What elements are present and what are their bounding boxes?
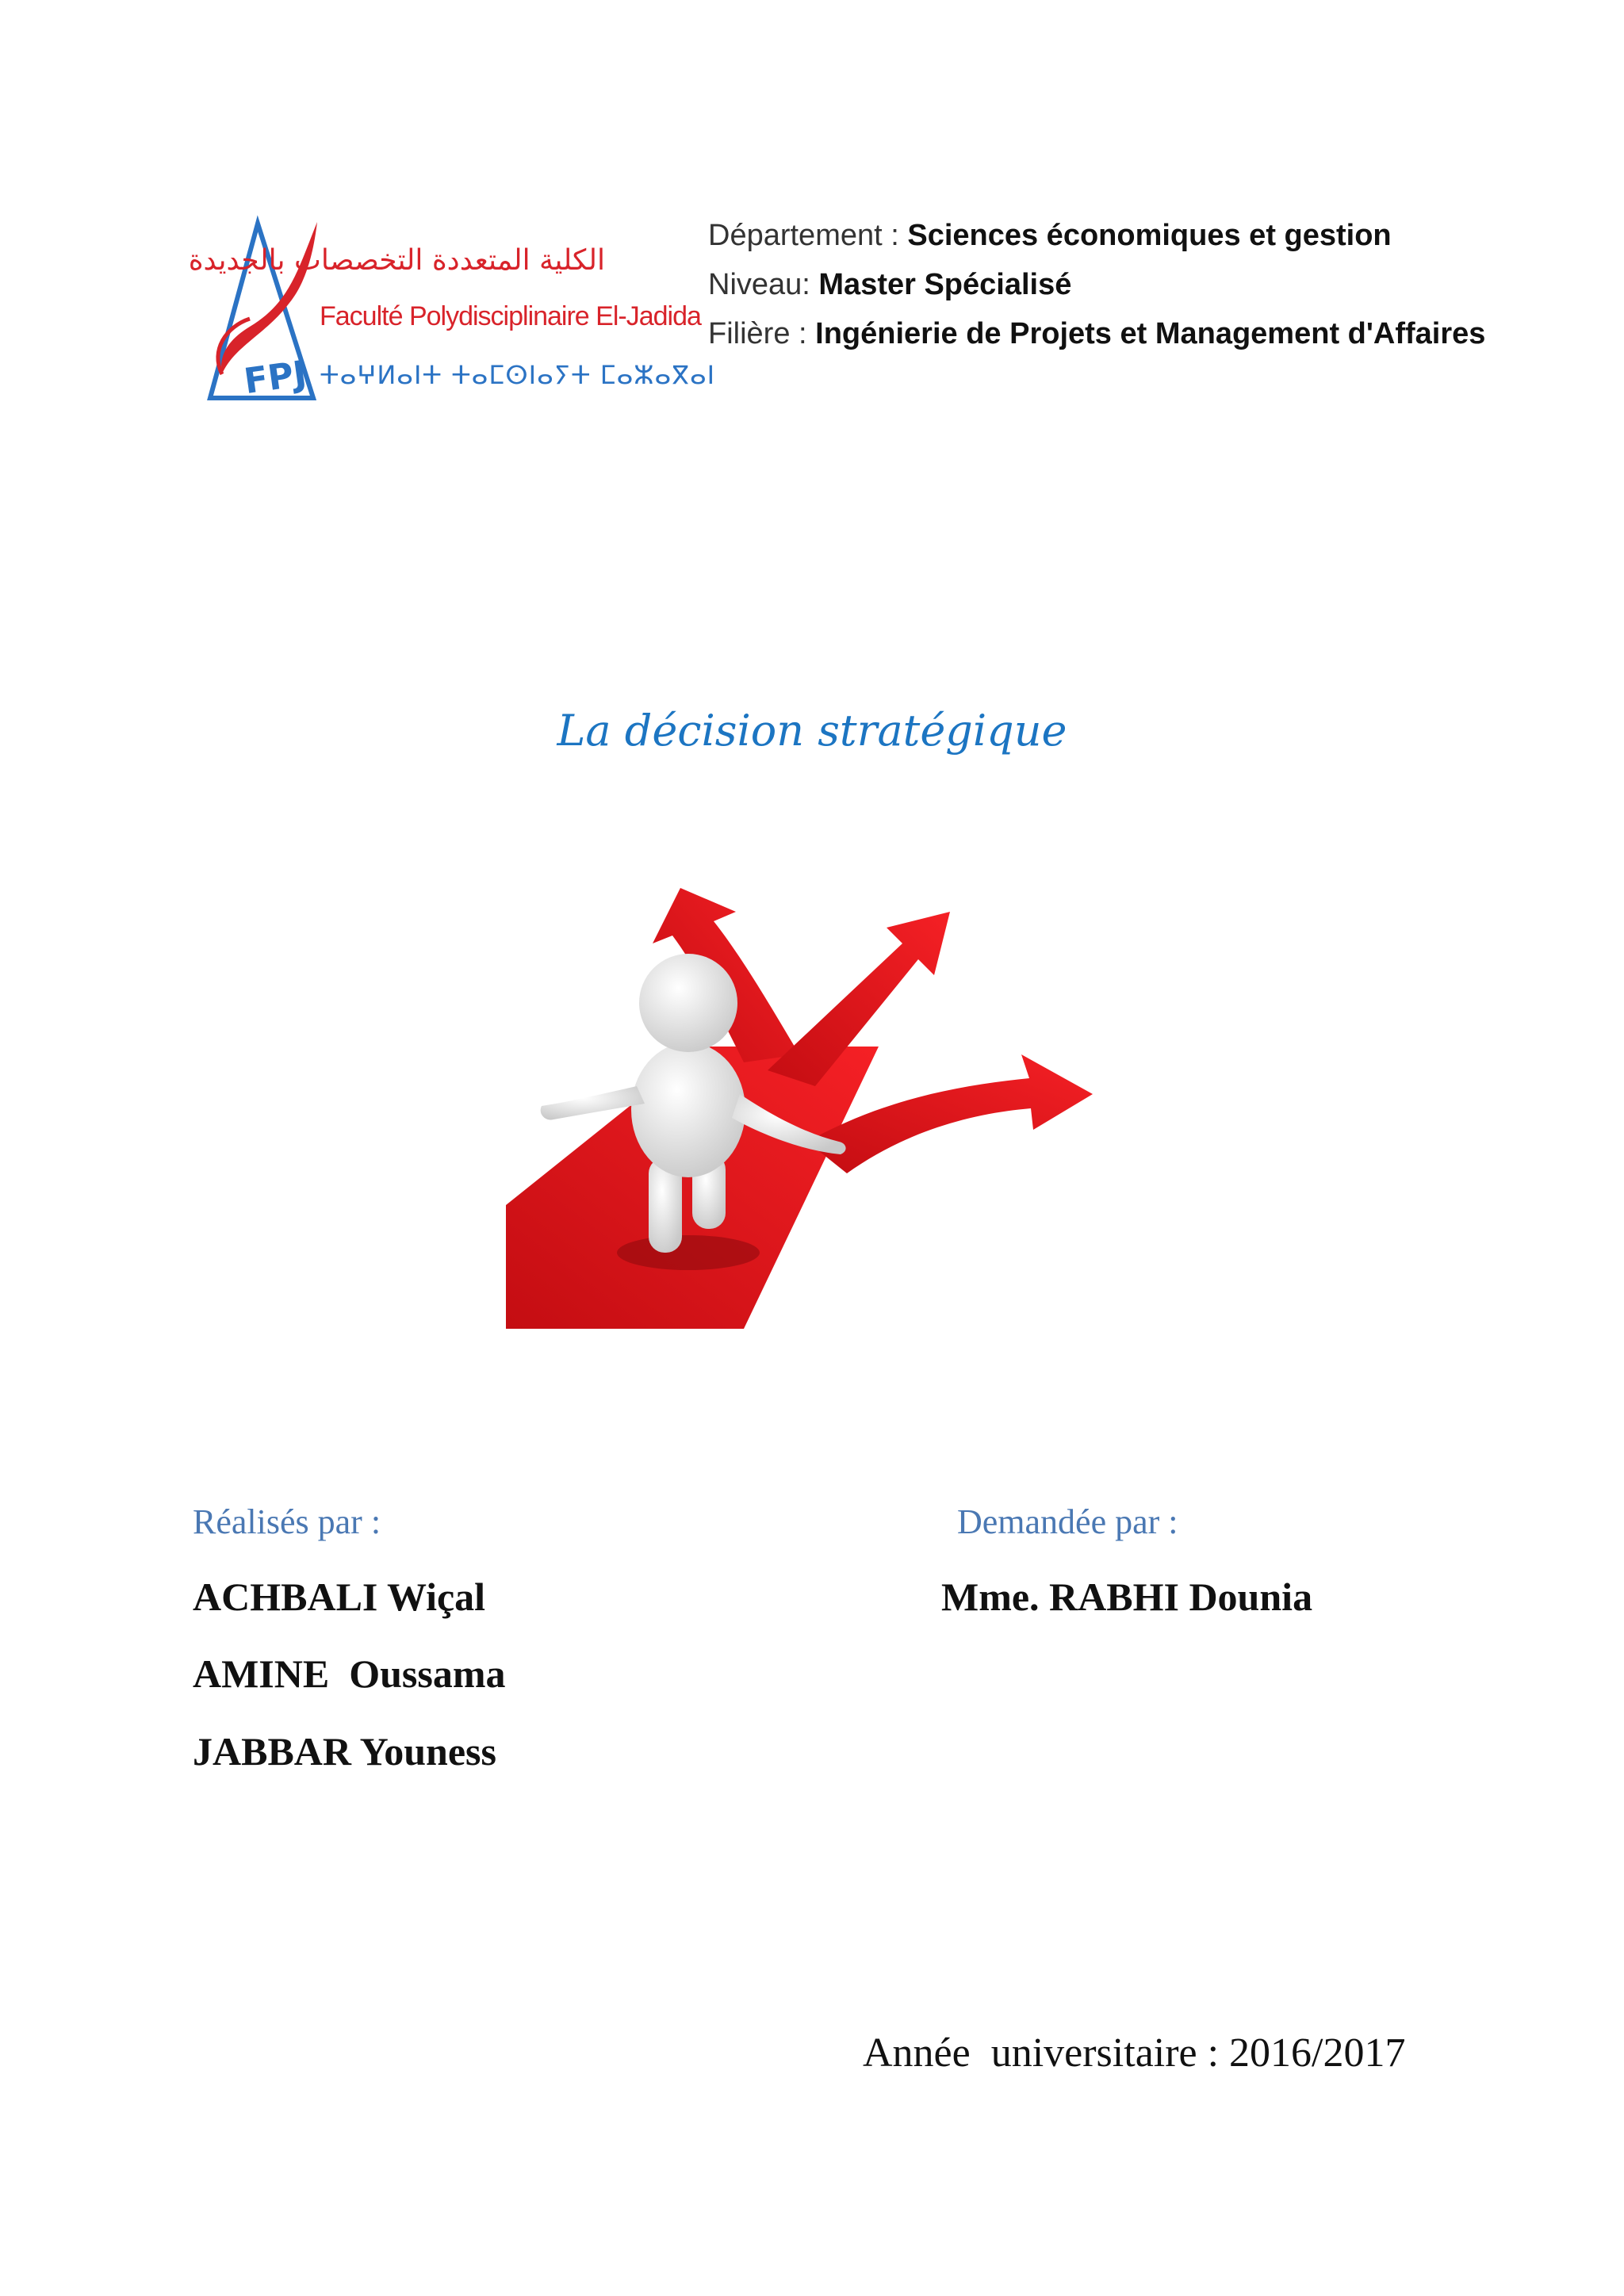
document-title: La décision stratégique xyxy=(557,706,1067,756)
supervisor-name: Mme. RABHI Dounia xyxy=(941,1575,1313,1619)
filiere-label: Filière : xyxy=(708,317,816,350)
departement-value: Sciences économiques et gestion xyxy=(907,219,1392,252)
faculty-logo xyxy=(188,208,716,412)
header-info xyxy=(708,211,1485,358)
author-name: ACHBALI Wiçal xyxy=(193,1575,486,1619)
niveau-label: Niveau: xyxy=(708,268,819,301)
logo-tifinagh-text: ⵜⴰⵖⵍⴰⵏⵜ ⵜⴰⵎⵙⵏⴰⵢⵜ ⵎⴰⵣⴰⴳⴰⵏ xyxy=(320,360,716,390)
decision-illustration xyxy=(506,856,1109,1329)
filiere-value: Ingénierie de Projets et Management d'Affaires xyxy=(815,317,1486,350)
logo-arabic-text: الكلية المتعددة التخصصات بالجديدة xyxy=(188,244,605,277)
author-name: AMINE Oussama xyxy=(193,1651,506,1696)
niveau-line xyxy=(708,260,1485,309)
niveau-value: Master Spécialisé xyxy=(818,268,1072,301)
author-name: JABBAR Youness xyxy=(193,1729,496,1774)
person-at-crossroads-arrows-icon xyxy=(506,856,1109,1329)
departement-label: Département : xyxy=(708,219,908,252)
filiere-line xyxy=(708,309,1485,358)
academic-year: Année universitaire : 2016/2017 xyxy=(863,2030,1406,2076)
departement-line xyxy=(708,211,1485,260)
demandee-par-label: Demandée par : xyxy=(957,1502,1178,1541)
svg-text:FPJ: FPJ xyxy=(241,353,309,403)
realises-par-label: Réalisés par : xyxy=(193,1502,381,1541)
logo-french-text: Faculté Polydisciplinaire El-Jadida xyxy=(320,301,701,331)
